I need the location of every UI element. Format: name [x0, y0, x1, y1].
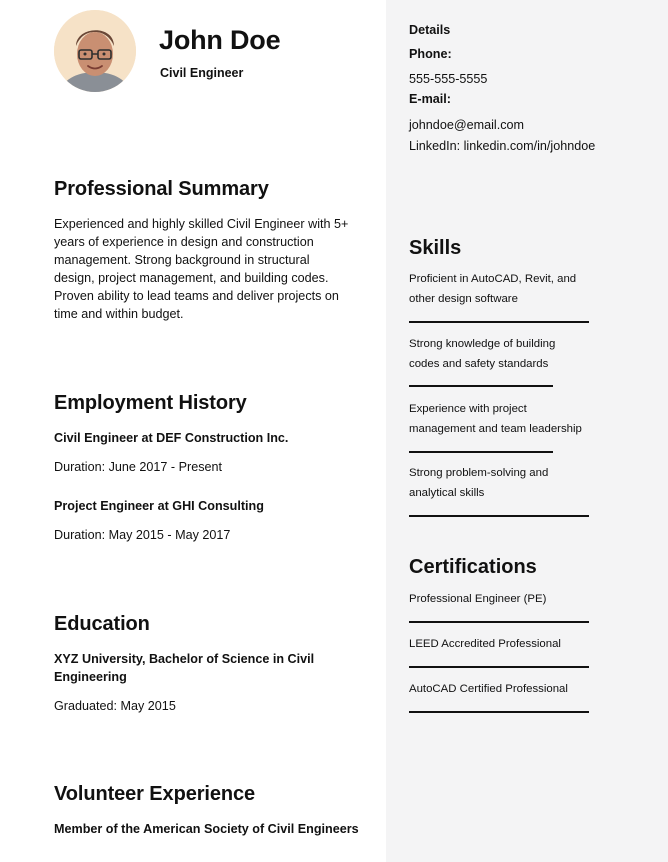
- email-value: johndoe@email.com: [409, 118, 524, 132]
- skill-item: [409, 399, 659, 439]
- certification-item: AutoCAD Certified Professional: [409, 683, 568, 695]
- right-column: [386, 0, 668, 862]
- candidate-name: John Doe: [159, 25, 281, 55]
- certification-divider: [409, 621, 589, 623]
- degree: [54, 650, 354, 686]
- skill-divider: [409, 451, 553, 453]
- skill-line: other design software: [409, 293, 518, 305]
- skill-item: [409, 334, 659, 374]
- degree-line: XYZ University, Bachelor of Science in Civil: [54, 652, 315, 666]
- summary-line: Proven ability to lead teams and deliver projects on: [54, 289, 339, 303]
- volunteer-heading: Volunteer Experience: [54, 783, 256, 805]
- details-heading: Details: [409, 23, 451, 37]
- summary-line: time and within budget.: [54, 307, 184, 321]
- email-label: E-mail:: [409, 92, 451, 106]
- candidate-title: Civil Engineer: [160, 66, 244, 80]
- graduation-date: Graduated: May 2015: [54, 699, 176, 713]
- summary-line: management. Strong background in structural: [54, 253, 310, 267]
- skills-heading: Skills: [409, 237, 462, 259]
- education-heading: Education: [54, 613, 150, 635]
- certification-item: LEED Accredited Professional: [409, 638, 561, 650]
- job-title: Civil Engineer at DEF Construction Inc.: [54, 431, 289, 445]
- employment-heading: Employment History: [54, 392, 247, 414]
- summary-paragraph: [54, 215, 374, 323]
- skill-line: management and team leadership: [409, 423, 582, 435]
- summary-line: design, project management, and building codes.: [54, 271, 329, 285]
- skill-line: codes and safety standards: [409, 358, 549, 370]
- person-avatar-icon: [54, 10, 136, 92]
- volunteer-item: Member of the American Society of Civil Engineers: [54, 822, 359, 836]
- summary-line: Experienced and highly skilled Civil Engineer with 5+: [54, 217, 349, 231]
- linkedin-value: LinkedIn: linkedin.com/in/johndoe: [409, 139, 596, 153]
- skill-divider: [409, 515, 589, 517]
- skill-line: Strong knowledge of building: [409, 338, 556, 350]
- skill-line: Experience with project: [409, 403, 527, 415]
- skill-line: analytical skills: [409, 487, 485, 499]
- job-duration: Duration: May 2015 - May 2017: [54, 528, 231, 542]
- skill-divider: [409, 385, 553, 387]
- degree-line: Engineering: [54, 670, 127, 684]
- certification-divider: [409, 711, 589, 713]
- summary-line: years of experience in design and construction: [54, 235, 314, 249]
- skill-line: Strong problem-solving and: [409, 467, 549, 479]
- certifications-heading: Certifications: [409, 556, 537, 578]
- avatar: [54, 10, 136, 92]
- phone-label: Phone:: [409, 47, 452, 61]
- certification-divider: [409, 666, 589, 668]
- skill-line: Proficient in AutoCAD, Revit, and: [409, 273, 577, 285]
- summary-heading: Professional Summary: [54, 178, 269, 200]
- skill-item: [409, 269, 659, 309]
- phone-value: 555-555-5555: [409, 72, 488, 86]
- job-duration: Duration: June 2017 - Present: [54, 460, 223, 474]
- skill-item: [409, 463, 659, 503]
- skill-divider: [409, 321, 589, 323]
- job-title: Project Engineer at GHI Consulting: [54, 499, 264, 513]
- certification-item: Professional Engineer (PE): [409, 593, 547, 605]
